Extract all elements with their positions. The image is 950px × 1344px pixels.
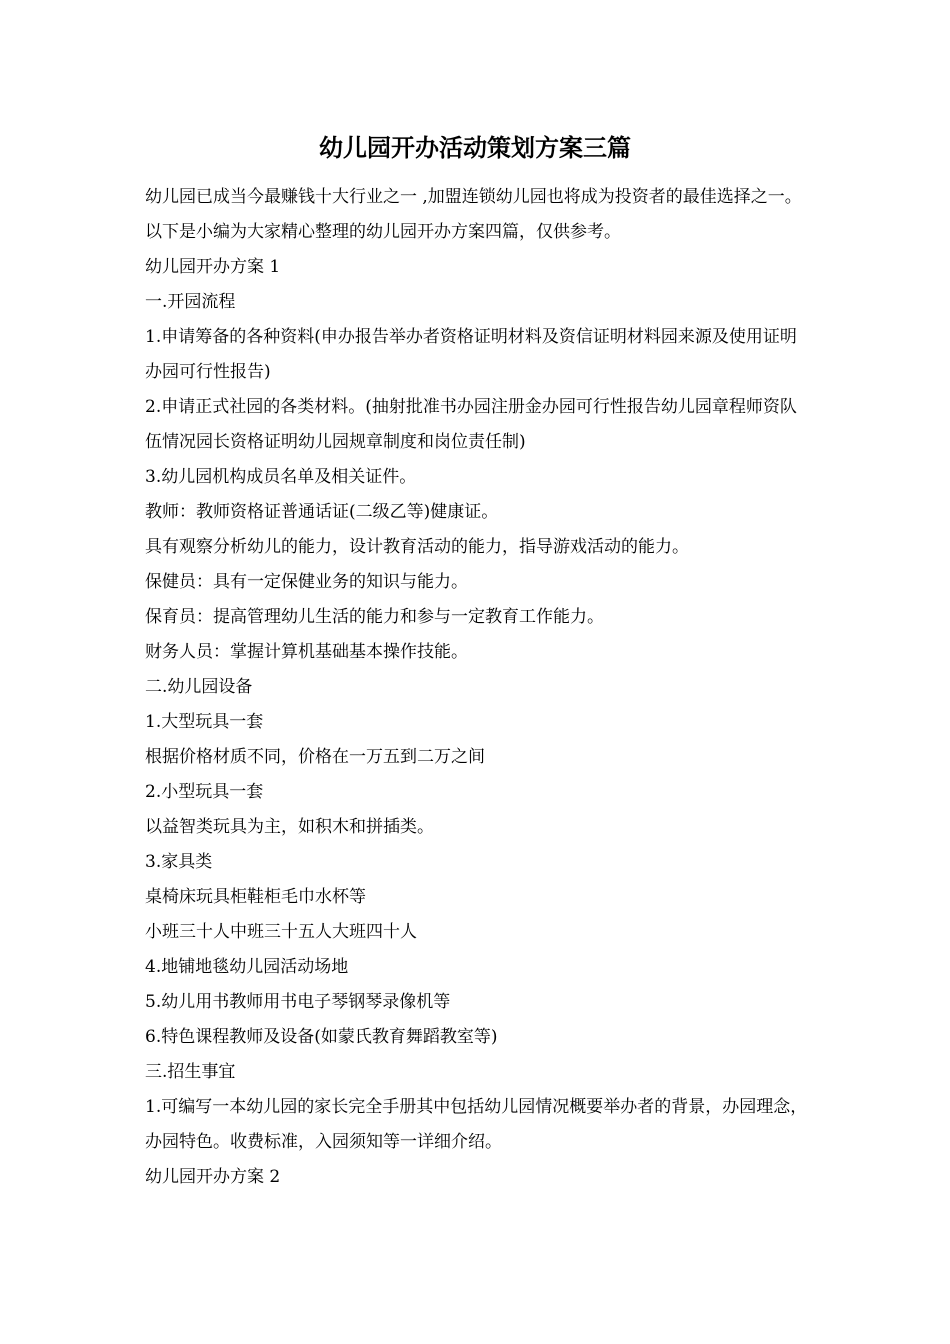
- paragraph-small-toys-detail: 以益智类玩具为主，如积木和拼插类。: [145, 817, 434, 837]
- paragraph-apply-preparation: 1.申请筹备的各种资料(申办报告举办者资格证明材料及资信证明材料园来源及使用证明办园可行性报告): [145, 327, 797, 382]
- document-title: 幼儿园开办活动策划方案三篇: [319, 133, 631, 162]
- plan-1-heading: 幼儿园开办方案 1: [145, 257, 281, 277]
- paragraph-large-toys-price: 根据价格材质不同，价格在一万五到二万之间: [145, 747, 485, 767]
- paragraph-books-instruments: 5.幼儿用书教师用书电子琴钢琴录像机等: [145, 992, 451, 1012]
- paragraph-parent-handbook: 1.可编写一本幼儿园的家长完全手册其中包括幼儿园情况概要举办者的背景，办园理念，办园特色。收费标准，入园须知等一详细介绍。: [145, 1097, 808, 1152]
- paragraph-health-worker: 保健员：具有一定保健业务的知识与能力。: [145, 572, 468, 592]
- document-body: [145, 180, 809, 1195]
- paragraph-apply-formal: 2.申请正式社园的各类材料。(抽射批准书办园注册金办园可行性报告幼儿园章程师资队伍情况园长资格证明幼儿园规章制度和岗位责任制): [145, 397, 797, 452]
- section-heading-equipment: 二.幼儿园设备: [145, 677, 253, 697]
- paragraph-teacher-ability: 具有观察分析幼儿的能力，设计教育活动的能力，指导游戏活动的能力。: [145, 537, 689, 557]
- paragraph-class-sizes: 小班三十人中班三十五人大班四十人: [145, 922, 417, 942]
- paragraph-special-courses: 6.特色课程教师及设备(如蒙氏教育舞蹈教室等): [145, 1027, 498, 1047]
- plan-2-heading: 幼儿园开办方案 2: [145, 1167, 281, 1187]
- paragraph-nursery-worker: 保育员：提高管理幼儿生活的能力和参与一定教育工作能力。: [145, 607, 604, 627]
- paragraph-small-toys: 2.小型玩具一套: [145, 782, 264, 802]
- paragraph-furniture-detail: 桌椅床玩具柜鞋柜毛巾水杯等: [145, 887, 366, 907]
- paragraph-staff-list: 3.幼儿园机构成员名单及相关证件。: [145, 467, 417, 487]
- paragraph-flooring: 4.地铺地毯幼儿园活动场地: [145, 957, 349, 977]
- paragraph-furniture: 3.家具类: [145, 852, 213, 872]
- paragraph-finance-staff: 财务人员：掌握计算机基础基本操作技能。: [145, 642, 468, 662]
- section-heading-opening-process: 一.开园流程: [145, 292, 236, 312]
- section-heading-enrollment: 三.招生事宜: [145, 1062, 236, 1082]
- paragraph-teacher: 教师：教师资格证普通话证(二级乙等)健康证。: [145, 502, 499, 522]
- paragraph-large-toys: 1.大型玩具一套: [145, 712, 264, 732]
- intro-paragraph: 幼儿园已成当今最赚钱十大行业之一 ,加盟连锁幼儿园也将成为投资者的最佳选择之一。以下是小编为大家精心整理的幼儿园开办方案四篇，仅供参考。: [145, 187, 802, 242]
